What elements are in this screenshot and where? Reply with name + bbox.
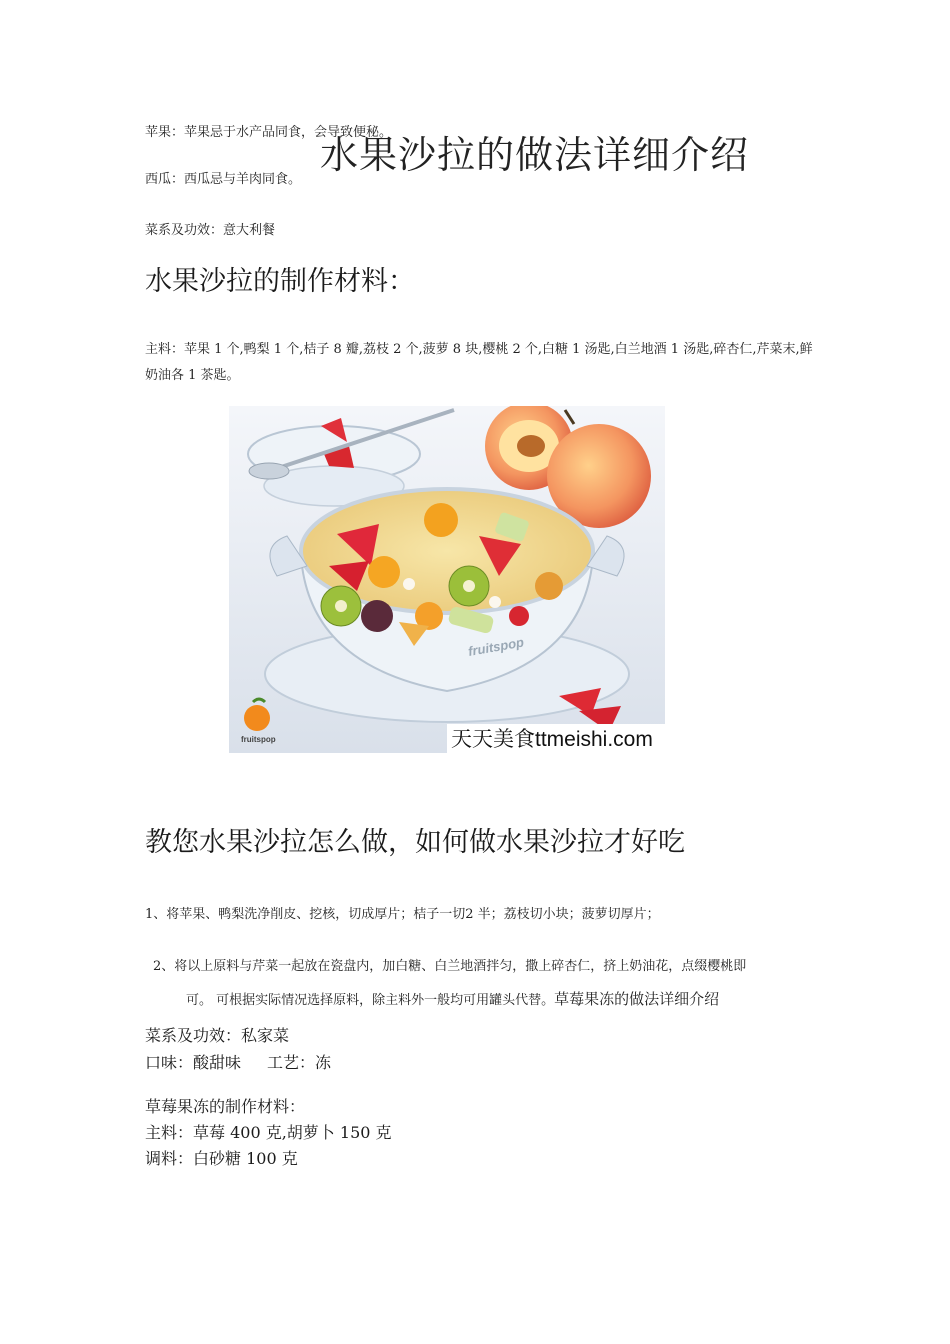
step-1: 1、将苹果、鸭梨洗净削皮、挖核，切成厚片；桔子一切2 半；荔枝切小块；菠萝切厚片； (145, 907, 660, 922)
main-ingredients: 主料：苹果 1 个,鸭梨 1 个,桔子 8 瓣,荔枝 2 个,菠萝 8 块,樱桃 2 个,白糖 1 汤匙,白兰地酒 1 汤匙,碎杏仁,芹菜末,鲜奶油各 1 茶匙。 (145, 342, 813, 383)
apple-note: 苹果：苹果忌于水产品同食，会导致便秘。 (145, 125, 393, 140)
main-ingredients-2: 主料：草莓 400 克,胡萝卜 150 克 (145, 1123, 392, 1142)
step-2: 2、将以上原料与芹菜一起放在瓷盘内，加白糖、白兰地酒拌匀，撒上碎杏仁，挤上奶油花，点缀樱桃即 (153, 959, 747, 974)
step-2-tail: 可。 可根据实际情况选择原料，除主料外一般均可用罐头代替。 (186, 993, 555, 1008)
ingredients-heading: 水果沙拉的制作材料： (145, 266, 415, 297)
cuisine-line-2: 菜系及功效：私家菜 (145, 1026, 290, 1045)
step-2-continued (186, 988, 719, 1009)
fruit-salad-photo (229, 406, 665, 753)
fruitspop-logo: fruitspop (241, 735, 276, 744)
taste-line (145, 1050, 331, 1073)
bowl-brand-text: fruitspop (466, 634, 525, 659)
next-recipe-title: 草莓果冻的做法详细介绍 (554, 990, 720, 1008)
seasoning-2: 调料：白砂糖 100 克 (145, 1149, 298, 1168)
cuisine-line: 菜系及功效：意大利餐 (145, 223, 276, 238)
technique: 工艺：冻 (267, 1053, 332, 1072)
howto-heading: 教您水果沙拉怎么做，如何做水果沙拉才好吃 (145, 827, 685, 858)
watermelon-note: 西瓜：西瓜忌与羊肉同食。 (145, 172, 302, 187)
page-title: 水果沙拉的做法详细介绍 (320, 133, 750, 177)
watermark: 天天美食ttmeishi.com (451, 728, 653, 751)
taste: 口味：酸甜味 (145, 1053, 242, 1072)
materials-heading-2: 草莓果冻的制作材料： (145, 1097, 306, 1116)
